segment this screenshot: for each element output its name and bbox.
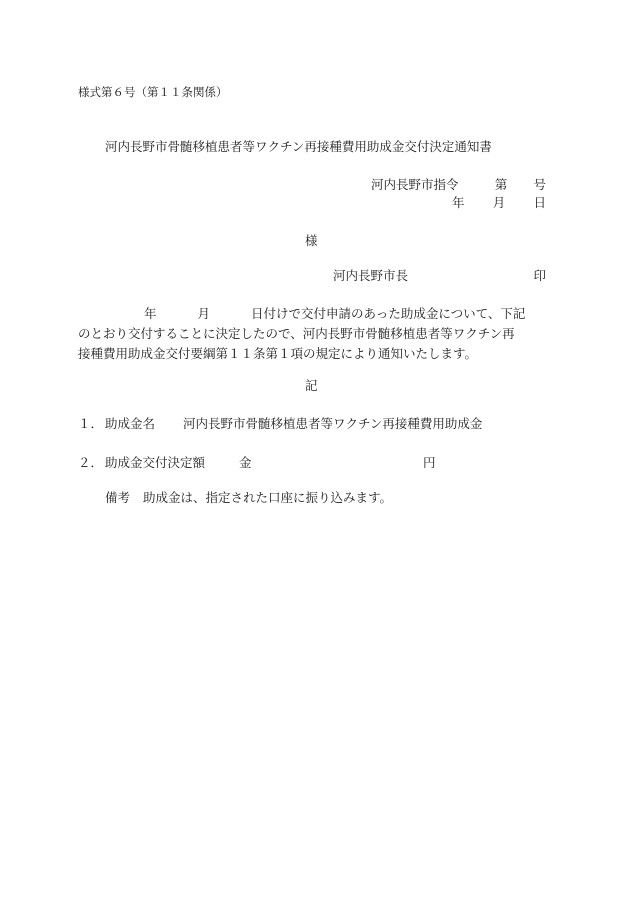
body-year: 年 [144, 306, 157, 321]
mayor-line [333, 268, 546, 284]
issue-date-line [452, 195, 546, 211]
recipient-honorific: 様 [305, 233, 318, 248]
remarks [105, 490, 392, 506]
body-line-2: のとおり交付することに決定したので、河内長野市骨髄移植患者等ワクチン再 [78, 326, 515, 341]
item-subsidy-amount [78, 455, 436, 471]
item-number: １． [78, 416, 104, 431]
ki-heading: 記 [305, 378, 318, 393]
item-value: 河内長野市骨髄移植患者等ワクチン再接種費用助成金 [183, 416, 483, 431]
amount-prefix: 金 [239, 455, 252, 470]
mayor-title: 河内長野市長 [333, 268, 409, 283]
date-day: 日 [533, 195, 546, 210]
body-line1-rest: 日付けで交付申請のあった助成金について、下記 [251, 306, 526, 321]
body-line-3: 接種費用助成金交付要綱第１１条第１項の規定により通知いたします。 [78, 346, 478, 361]
document-title: 河内長野市骨髄移植患者等ワクチン再接種費用助成金交付決定通知書 [105, 139, 492, 154]
remarks-label: 備考 [105, 490, 131, 505]
reference-gou: 号 [533, 177, 546, 192]
reference-issuer: 河内長野市指令 [371, 177, 459, 192]
date-month: 月 [492, 195, 506, 210]
seal-mark: 印 [533, 268, 546, 283]
body-month: 月 [197, 306, 211, 321]
reference-dai: 第 [494, 177, 508, 192]
notification-body [78, 304, 548, 364]
body-line-1 [78, 304, 548, 324]
reference-number-line [371, 177, 546, 193]
form-number: 様式第６号（第１１条関係） [78, 85, 228, 99]
remarks-text: 助成金は、指定された口座に振り込みます。 [143, 490, 393, 505]
item-number: ２． [78, 455, 104, 470]
item-subsidy-name [78, 416, 482, 432]
amount-suffix: 円 [423, 455, 436, 470]
item-label: 助成金交付決定額 [105, 455, 206, 470]
item-label: 助成金名 [105, 416, 156, 431]
date-year: 年 [452, 195, 465, 210]
